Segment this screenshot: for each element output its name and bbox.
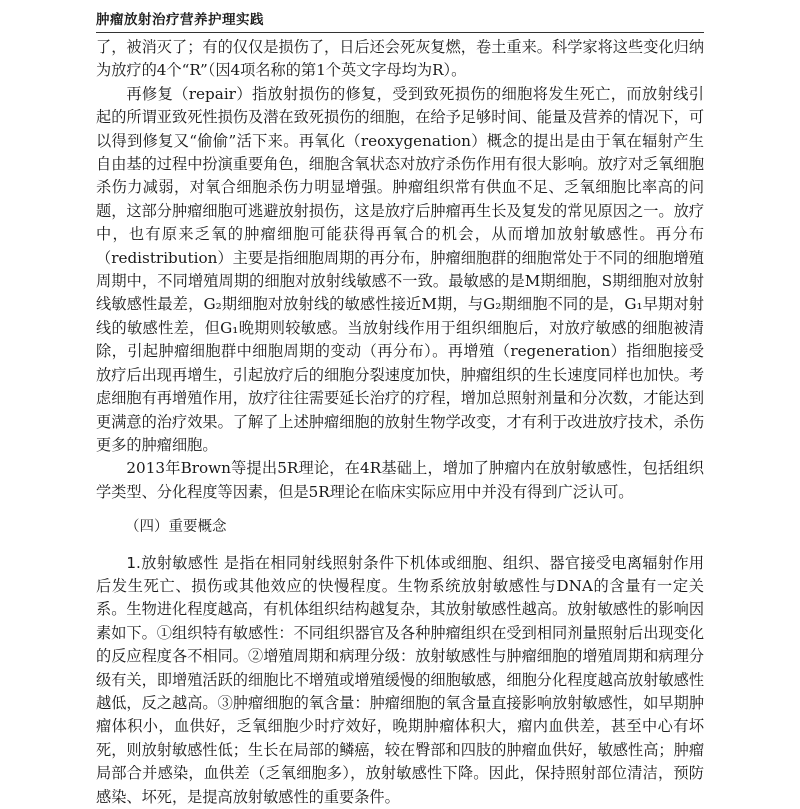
paragraph-four-r: 再修复（repair）指放射损伤的修复，受到致死损伤的细胞将发生死亡，而放射线引起的所谓亚致死性损伤及潜在致死损伤的细胞，在给予足够时间、能量及营养的情况下，可以得到修复又“偷偷”活下来。再氧化（reoxygenation）概念的提出是由于氧在辐射产生自由基的过程中扮演重要角色，细胞含氧状态对放疗杀伤作用有很大影响。放疗对乏氧细胞杀伤力减弱，对氧合细胞杀伤力明显增强。肿瘤组织常有供血不足、乏氧细胞比率高的问题，这部分肿瘤细胞可逃避放射损伤，这是放疗后肿瘤再生长及复发的常见原因之一。放疗中，也有原来乏氧的肿瘤细胞可能获得再氧合的机会，从而增加放射敏感性。再分布（redistribution）主要是指细胞周期的再分布，肿瘤细胞群的细胞常处于不同的细胞增殖周期中，不同增殖周期的细胞对放射线敏感不一致。最敏感的是M期细胞，S期细胞对放射线敏感性最差，G₂期细胞对放射线的敏感性接近M期，与G₂期细胞不同的是，G₁早期对射线的敏感性差，但G₁晚期则较敏感。当放射线作用于组织细胞后，对放疗敏感的细胞被清除，引起肿瘤细胞群中细胞周期的变动（再分布）。再增殖（regeneration）指细胞接受放疗后出现再增生，引起放疗后的细胞分裂速度加快，肿瘤组织的生长速度同样也加快。考虑细胞有再增殖作用，放疗往往需要延长治疗的疗程，增加总照射剂量和分次数，才能达到更满意的治疗效果。了解了上述肿瘤细胞的放射生物学改变，才有利于改进放疗技术，杀伤更多的肿瘤细胞。: [96, 84, 704, 454]
definition-text: 是指在相同射线照射条件下机体或细胞、组织、器官接受电离辐射作用后发生死亡、损伤或其他效应的快慢程度。生物系统放射敏感性与DNA的含量有一定关系。生物进化程度越高，有机体组织结构越复杂，其放射敏感性越高。放射敏感性的影响因素如下。①组织特有敏感性：不同组织器官及各种肿瘤组织在受到相同剂量照射后出现变化的反应程度各不相同。②增殖周期和病理分级：放射敏感性与肿瘤细胞的增殖周期和病理分级有关，即增殖活跃的细胞比不增殖或增殖缓慢的细胞敏感，细胞分化程度越高放射敏感性越低，反之越高。③肿瘤细胞的氧含量：肿瘤细胞的氧含量直接影响放射敏感性，如早期肿瘤体积小，血供好，乏氧细胞少时疗效好，晚期肿瘤体积大，瘤内血供差，甚至中心有坏死，则放射敏感性低；生长在局部的鳞癌，较在臀部和四肢的肿瘤血供好，敏感性高；肿瘤局部合并感染，血供差（乏氧细胞多），放射敏感性下降。因此，保持照射部位清洁，预防感染、坏死，是提高放射敏感性的重要条件。: [96, 553, 705, 806]
paragraph-five-r: 2013年Brown等提出5R理论，在4R基础上，增加了肿瘤内在放射敏感性，包括组织学类型、分化程度等因素，但是5R理论在临床实际应用中并没有得到广泛认可。: [96, 459, 704, 501]
paragraph-continuation: 了，被消灭了；有的仅仅是损伤了，日后还会死灰复燃，卷土重来。科学家将这些变化归纳为放疗的4个“R”（因4项名称的第1个英文字母均为R）。: [96, 38, 704, 80]
running-header: [96, 6, 704, 33]
definition-term: 1.放射敏感性: [126, 553, 219, 572]
definition-paragraph: [96, 552, 704, 809]
section-heading: （四）重要概念: [125, 519, 227, 536]
body-text: [96, 36, 704, 809]
book-title: 肿瘤放射治疗营养护理实践: [96, 12, 264, 28]
